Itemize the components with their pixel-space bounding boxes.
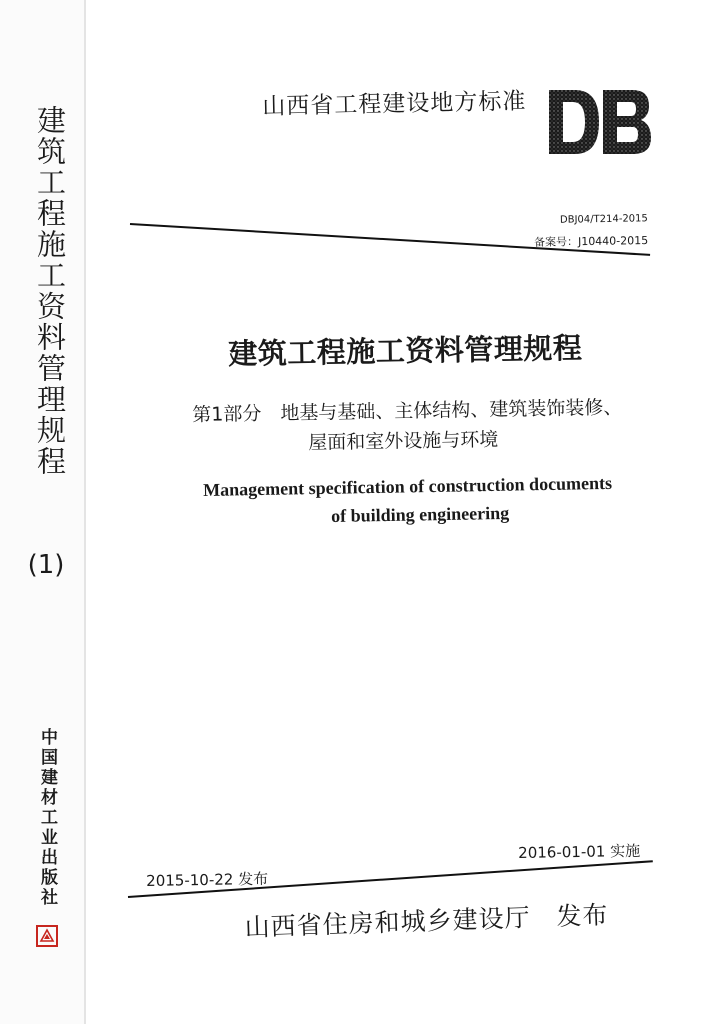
- english-title-line-2: of building engineering: [331, 502, 510, 526]
- spine-publisher: 中国建材工业出版社: [37, 728, 57, 908]
- spine-title: 建筑工程施工资料管理规程: [33, 105, 67, 477]
- issuing-authority: 山西省住房和城乡建设厅 发布: [244, 900, 609, 942]
- standard-number: DBJ04/T214-2015: [559, 213, 648, 226]
- publisher-logo-icon: [36, 925, 58, 947]
- main-title: 建筑工程施工资料管理规程: [228, 330, 583, 371]
- publication-date: 2015-10-22 发布: [146, 869, 269, 890]
- filing-number: 备案号：J10440-2015: [533, 234, 649, 249]
- spine-edge: [84, 0, 86, 1024]
- subtitle-line-1: 第1部分 地基与基础、主体结构、建筑装饰装修、: [192, 396, 623, 426]
- db-logo-icon: [545, 86, 655, 158]
- standard-type-heading: 山西省工程建设地方标准: [262, 88, 527, 120]
- subtitle-line-2: 屋面和室外设施与环境: [308, 428, 499, 454]
- english-title-line-1: Management specification of construction documents: [203, 472, 613, 500]
- implementation-date: 2016-01-01 实施: [518, 841, 641, 862]
- spine-volume: (1): [27, 550, 65, 580]
